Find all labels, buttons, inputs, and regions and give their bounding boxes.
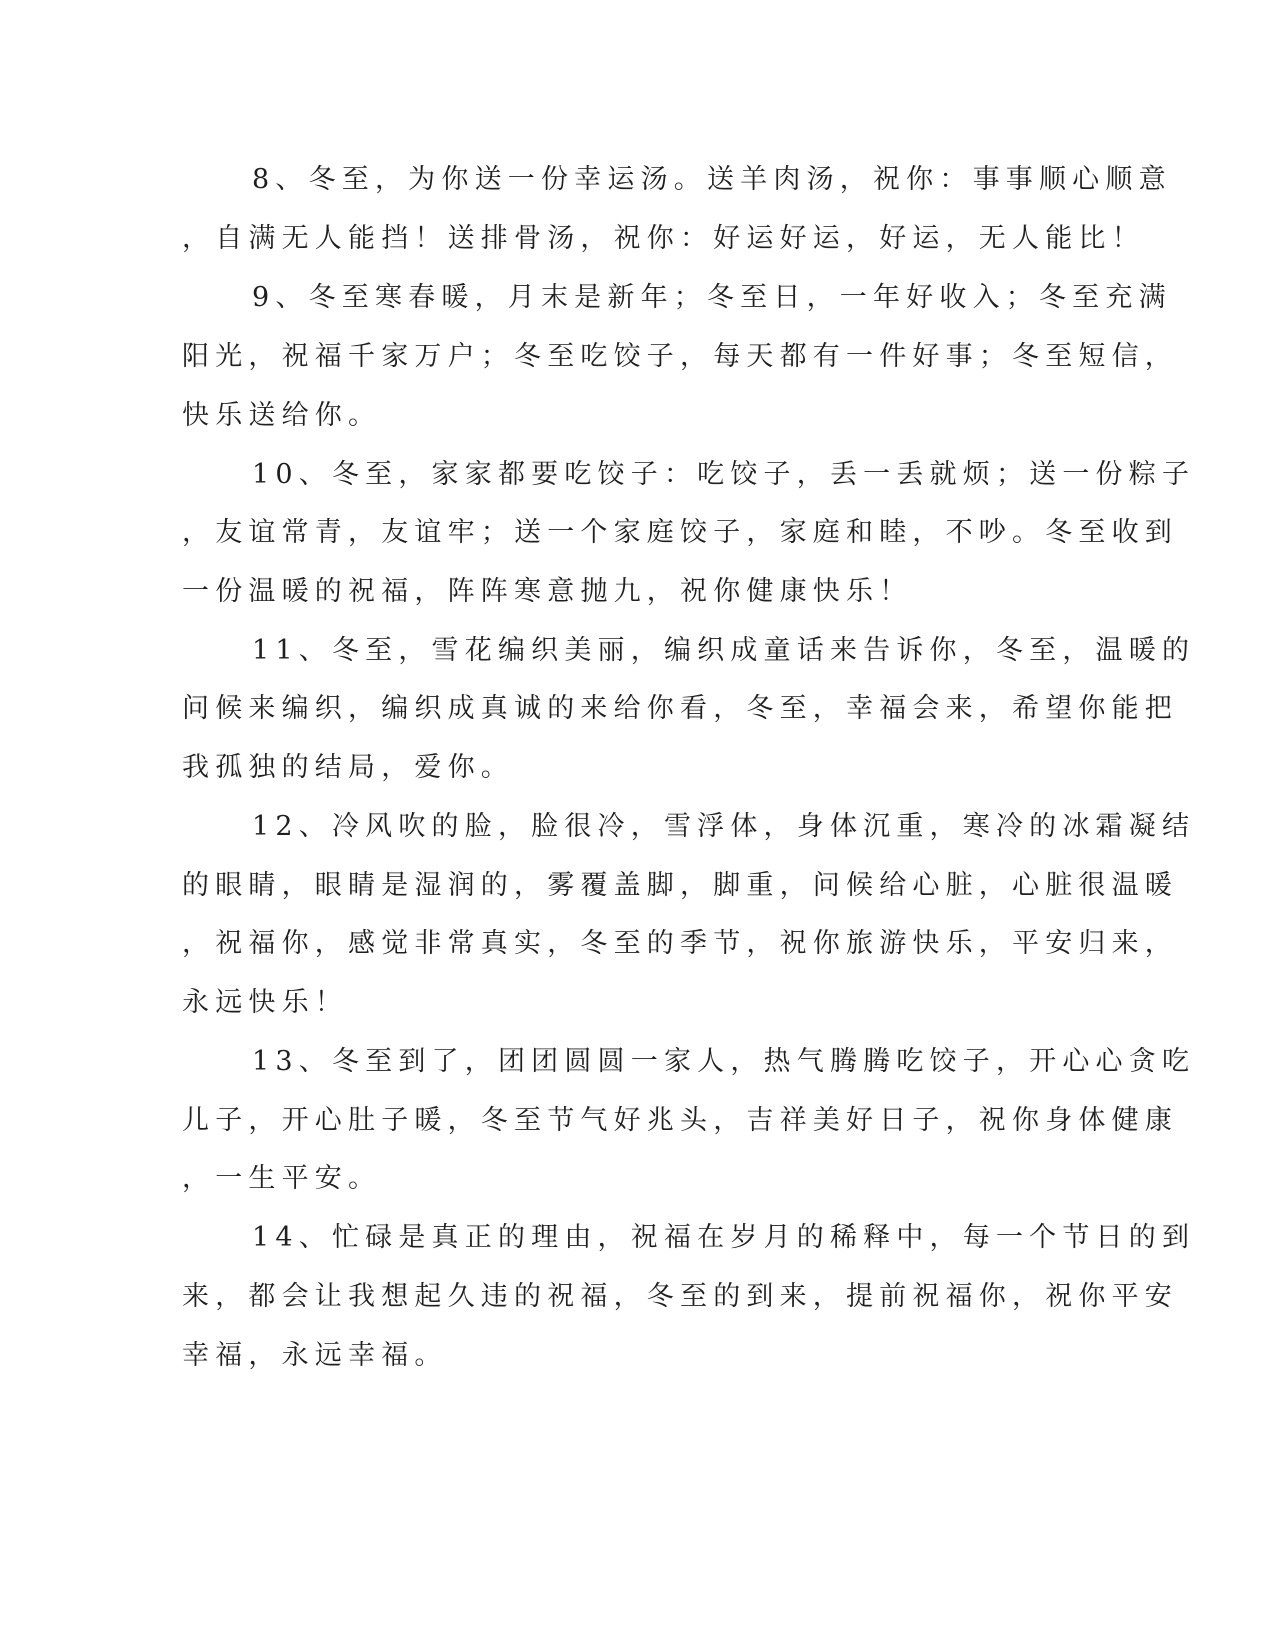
text-line: 8、冬至，为你送一份幸运汤。送羊肉汤，祝你：事事顺心顺意: [252, 164, 1172, 195]
text-line: 幸福，永远幸福。: [182, 1340, 448, 1371]
text-line: 永远快乐！: [182, 987, 348, 1018]
text-line: ，自满无人能挡！送排骨汤，祝你：好运好运，好运，无人能比！: [182, 223, 1145, 254]
text-line: 阳光，祝福千家万户；冬至吃饺子，每天都有一件好事；冬至短信，: [182, 341, 1178, 372]
text-line: 10、冬至，家家都要吃饺子：吃饺子，丢一丢就烦；送一份粽子: [252, 459, 1196, 490]
text-line: 13、冬至到了，团团圆圆一家人，热气腾腾吃饺子，开心心贪吃: [252, 1046, 1196, 1077]
text-line: ，友谊常青，友谊牢；送一个家庭饺子，家庭和睦，不吵。冬至收到: [182, 517, 1178, 548]
text-line: 12、冷风吹的脸，脸很冷，雪浮体，身体沉重，寒冷的冰霜凝结: [252, 811, 1196, 842]
text-line: 9、冬至寒春暖，月末是新年；冬至日，一年好收入；冬至充满: [252, 282, 1172, 313]
text-line: 14、忙碌是真正的理由，祝福在岁月的稀释中，每一个节日的到: [252, 1222, 1196, 1253]
text-line: 儿子，开心肚子暖，冬至节气好兆头，吉祥美好日子，祝你身体健康: [182, 1105, 1178, 1136]
text-line: 来，都会让我想起久违的祝福，冬至的到来，提前祝福你，祝你平安: [182, 1281, 1178, 1312]
text-line: 11、冬至，雪花编织美丽，编织成童话来告诉你，冬至，温暖的: [252, 635, 1196, 666]
text-line: 的眼睛，眼睛是湿润的，雾覆盖脚，脚重，问候给心脏，心脏很温暖: [182, 870, 1178, 901]
text-line: ，一生平安。: [182, 1163, 382, 1194]
text-line: ，祝福你，感觉非常真实，冬至的季节，祝你旅游快乐，平安归来，: [182, 928, 1178, 959]
text-line: 问候来编织，编织成真诚的来给你看，冬至，幸福会来，希望你能把: [182, 693, 1178, 724]
text-line: 我孤独的结局，爱你。: [182, 752, 514, 783]
text-line: 一份温暖的祝福，阵阵寒意抛九，祝你健康快乐！: [182, 576, 913, 607]
text-line: 快乐送给你。: [182, 400, 382, 431]
